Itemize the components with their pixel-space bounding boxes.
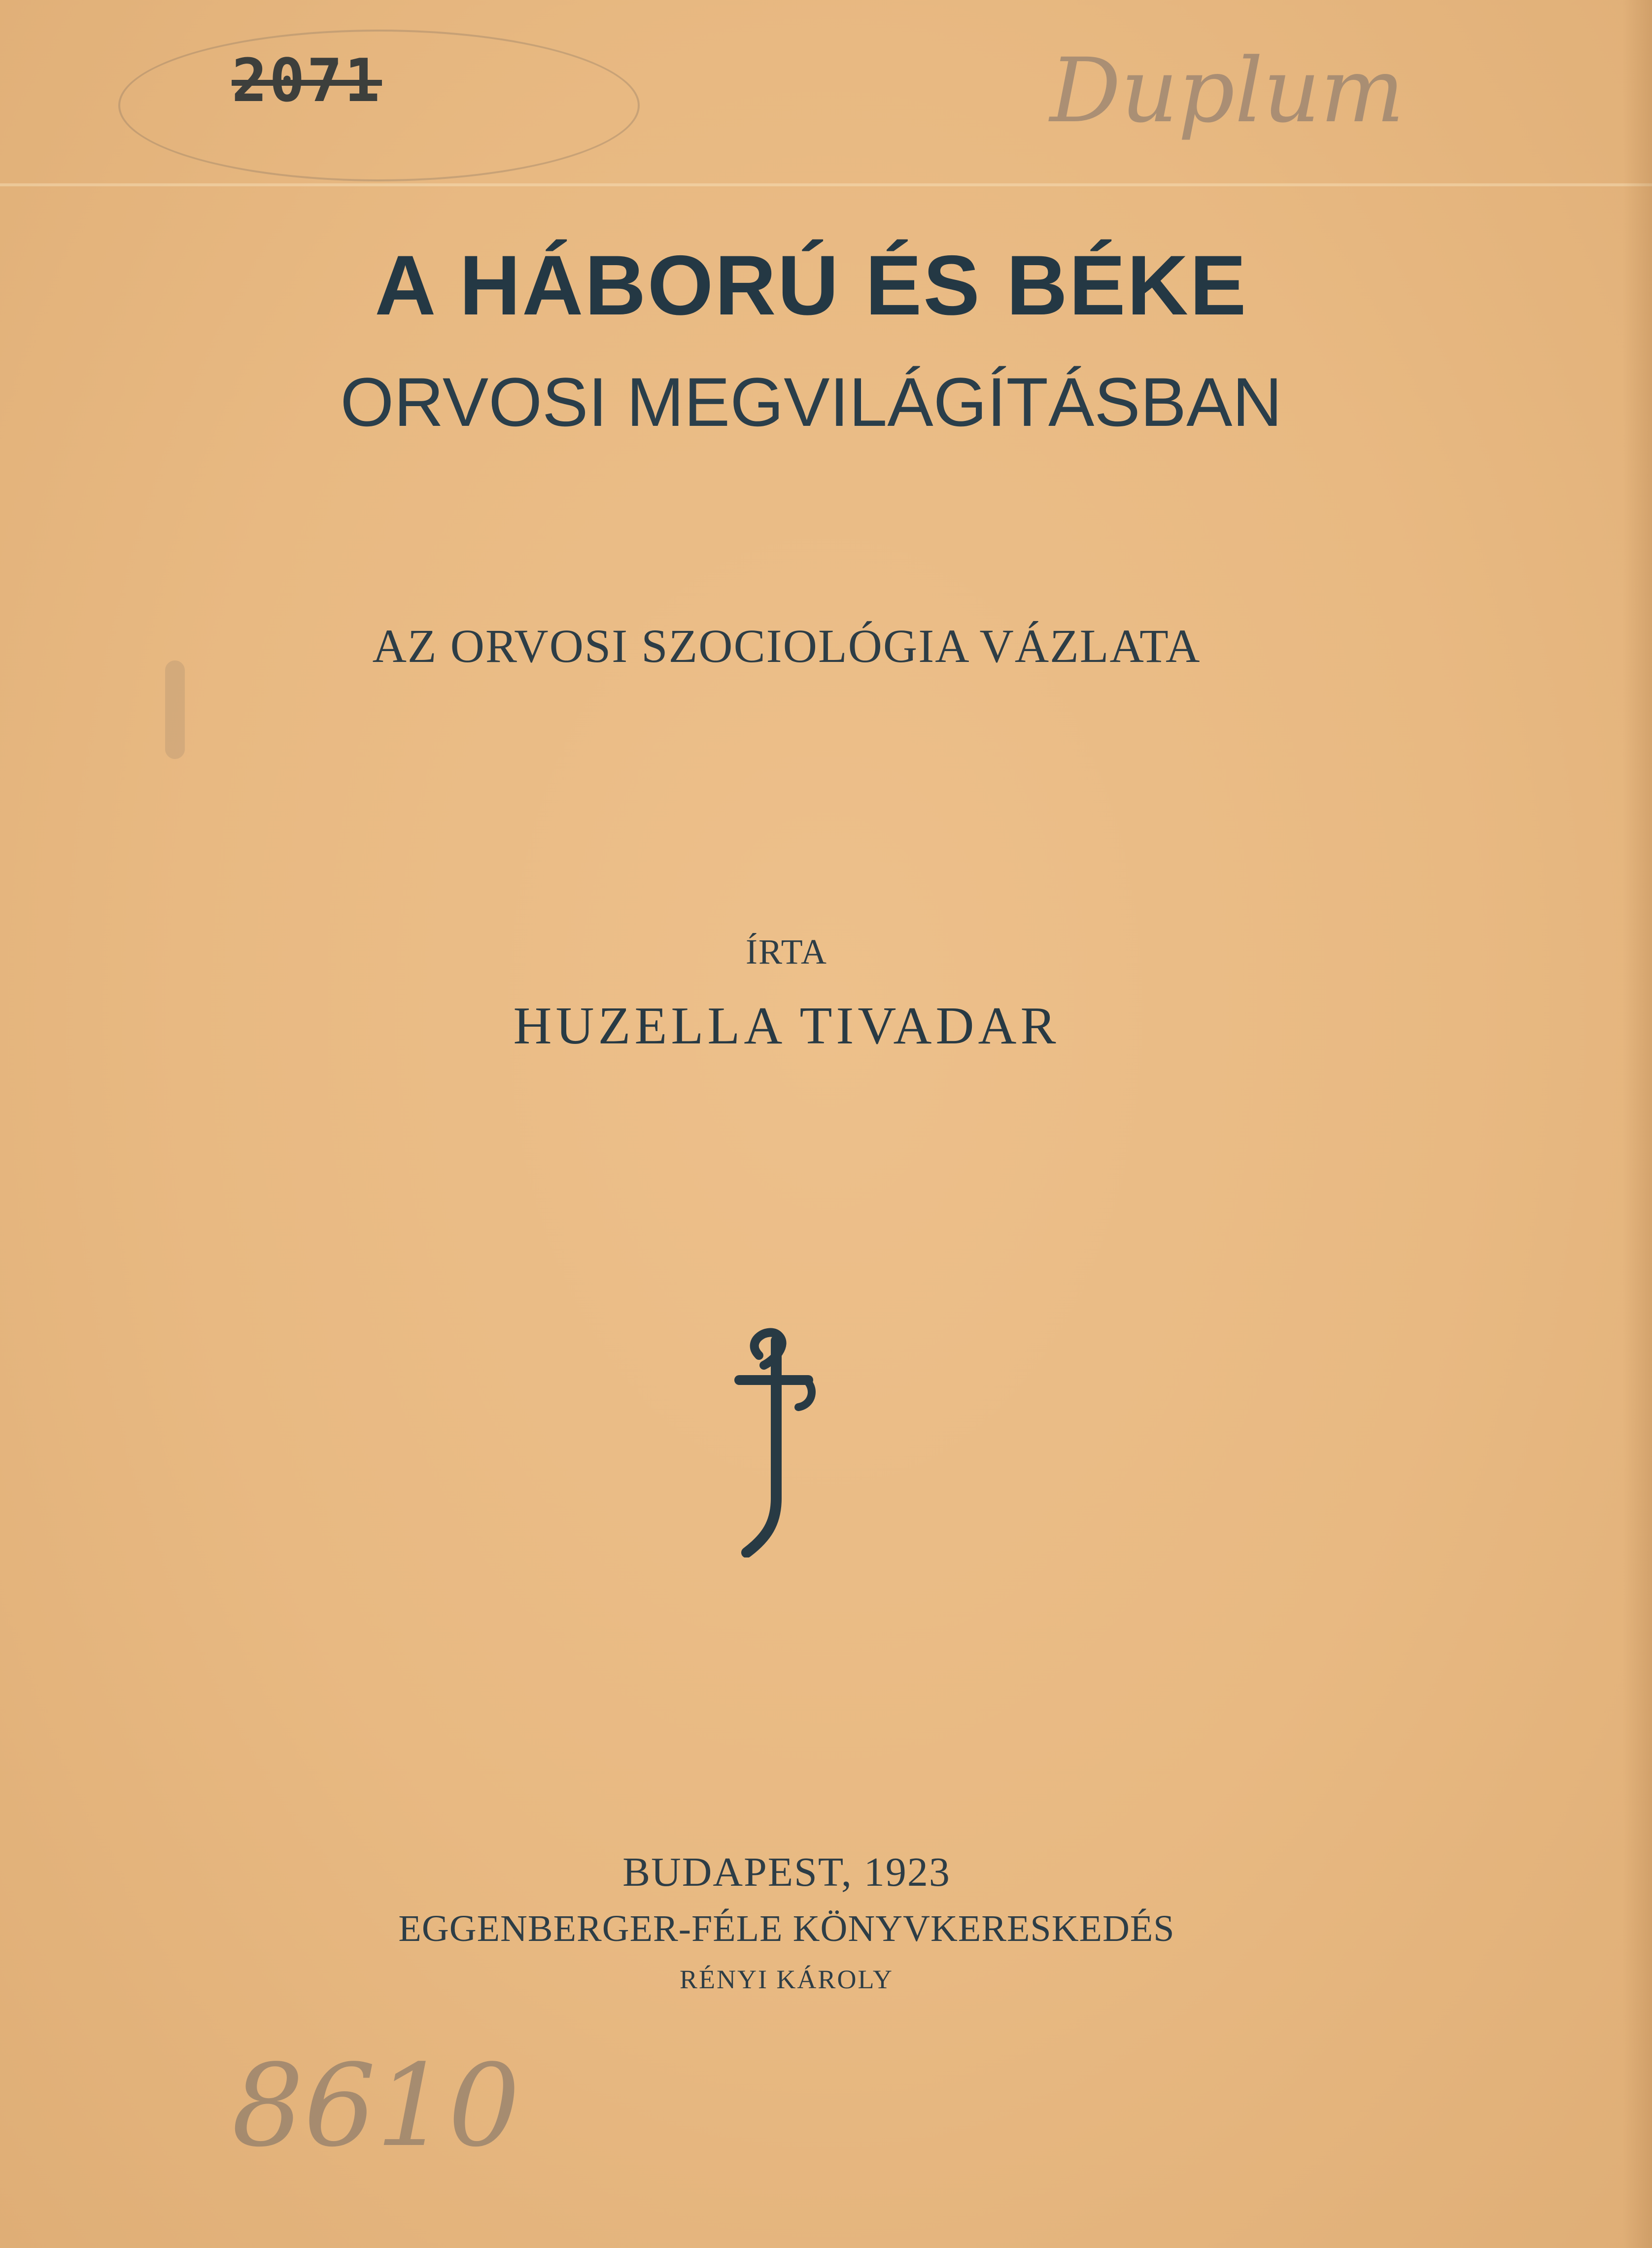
handwritten-note-duplum: Duplum	[1050, 39, 1405, 142]
printer-name: RÉNYI KÁROLY	[679, 1965, 894, 1994]
worn-right-edge	[1622, 0, 1652, 2248]
book-title: A HÁBORÚ ÉS BÉKE	[375, 238, 1248, 333]
publisher-mark-icon	[724, 1321, 823, 1557]
publication-place-year: BUDAPEST, 1923	[622, 1849, 951, 1895]
publisher-name: EGGENBERGER-FÉLE KÖNYVKERESKEDÉS	[398, 1908, 1175, 1949]
paper-smudge	[165, 660, 185, 759]
handwritten-catalog-number: 8610	[232, 2040, 520, 2172]
byline-label: ÍRTA	[746, 932, 827, 971]
crossed-out-stamp-number: 2071	[232, 47, 382, 115]
book-title-line-two: ORVOSI MEGVILÁGÍTÁSBAN	[340, 363, 1282, 441]
author-name: HUZELLA TIVADAR	[513, 997, 1060, 1055]
book-subtitle: AZ ORVOSI SZOCIOLÓGIA VÁZLATA	[372, 620, 1201, 672]
paper-fold-line	[0, 183, 1652, 186]
